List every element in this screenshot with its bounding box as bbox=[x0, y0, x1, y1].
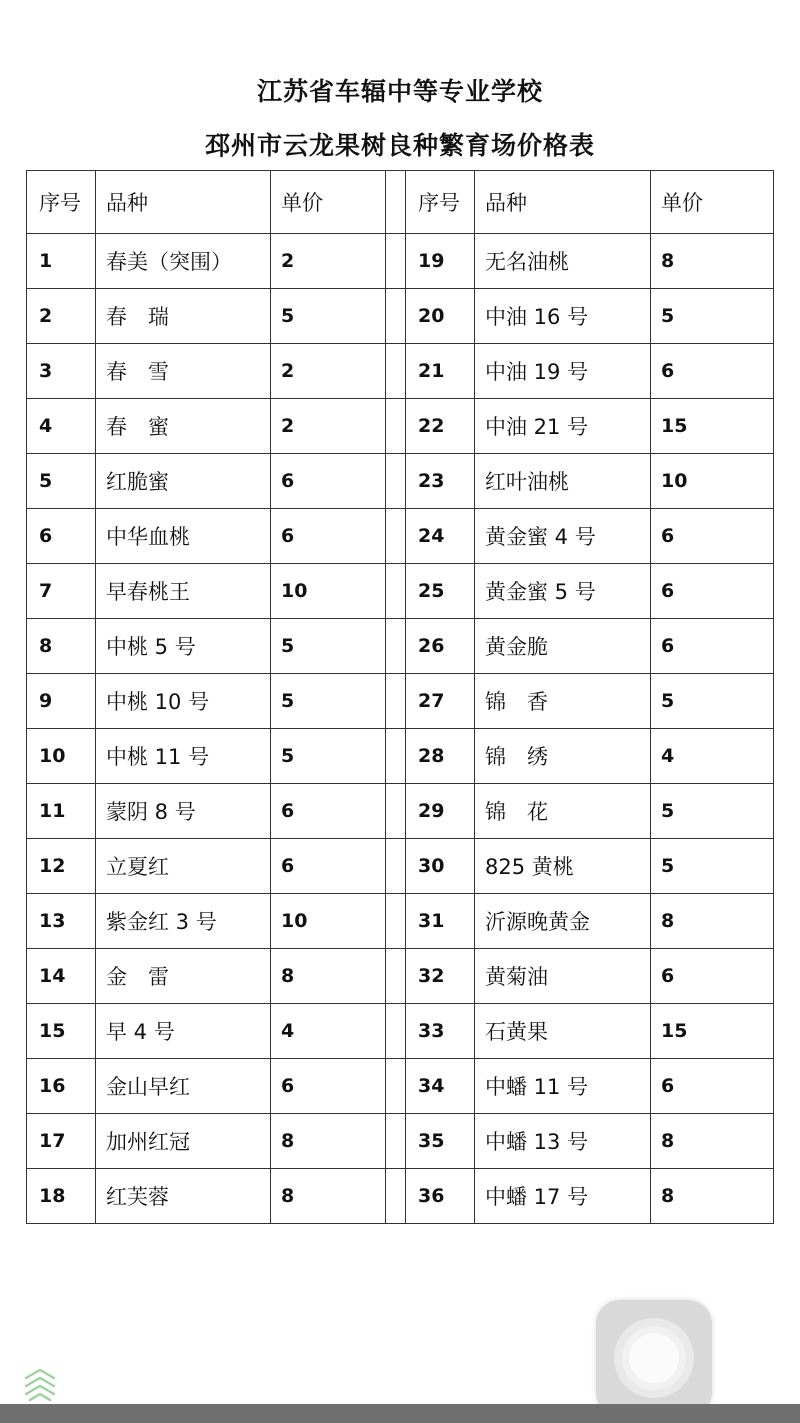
row-price-right: 6 bbox=[651, 949, 774, 1004]
row-variety-right: 无名油桃 bbox=[475, 234, 651, 289]
header-index-left: 序号 bbox=[27, 171, 96, 234]
row-variety-left: 中桃 5 号 bbox=[96, 619, 271, 674]
row-variety-right: 中蟠 11 号 bbox=[475, 1059, 651, 1114]
row-price-left: 4 bbox=[271, 1004, 386, 1059]
row-variety-left: 立夏红 bbox=[96, 839, 271, 894]
row-index-left: 11 bbox=[27, 784, 96, 839]
row-variety-left: 金 雷 bbox=[96, 949, 271, 1004]
row-price-right: 6 bbox=[651, 619, 774, 674]
row-variety-right: 825 黄桃 bbox=[475, 839, 651, 894]
header-price-right: 单价 bbox=[651, 171, 774, 234]
table-row bbox=[27, 674, 774, 729]
row-variety-right: 锦 花 bbox=[475, 784, 651, 839]
row-variety-left: 红脆蜜 bbox=[96, 454, 271, 509]
row-price-right: 4 bbox=[651, 729, 774, 784]
table-row bbox=[27, 839, 774, 894]
bottom-bar bbox=[0, 1404, 800, 1423]
row-price-left: 10 bbox=[271, 894, 386, 949]
table-row bbox=[27, 509, 774, 564]
row-variety-left: 中桃 10 号 bbox=[96, 674, 271, 729]
table-row bbox=[27, 344, 774, 399]
row-price-left: 5 bbox=[271, 729, 386, 784]
row-index-right: 35 bbox=[406, 1114, 475, 1169]
row-price-left: 6 bbox=[271, 454, 386, 509]
row-index-right: 22 bbox=[406, 399, 475, 454]
row-price-right: 10 bbox=[651, 454, 774, 509]
row-price-left: 8 bbox=[271, 949, 386, 1004]
row-variety-right: 黄金蜜 4 号 bbox=[475, 509, 651, 564]
row-variety-right: 中蟠 13 号 bbox=[475, 1114, 651, 1169]
row-variety-left: 红芙蓉 bbox=[96, 1169, 271, 1224]
table-row bbox=[27, 399, 774, 454]
row-price-left: 6 bbox=[271, 839, 386, 894]
row-price-right: 6 bbox=[651, 509, 774, 564]
row-index-right: 19 bbox=[406, 234, 475, 289]
row-variety-left: 春 瑞 bbox=[96, 289, 271, 344]
row-variety-left: 春 蜜 bbox=[96, 399, 271, 454]
row-variety-right: 锦 香 bbox=[475, 674, 651, 729]
row-index-right: 25 bbox=[406, 564, 475, 619]
row-index-left: 9 bbox=[27, 674, 96, 729]
assistive-touch-ring-inner bbox=[629, 1333, 679, 1383]
column-gap bbox=[386, 344, 406, 399]
header-price-left: 单价 bbox=[271, 171, 386, 234]
row-index-left: 14 bbox=[27, 949, 96, 1004]
row-price-left: 5 bbox=[271, 289, 386, 344]
row-index-right: 26 bbox=[406, 619, 475, 674]
row-index-left: 16 bbox=[27, 1059, 96, 1114]
column-gap bbox=[386, 894, 406, 949]
column-gap bbox=[386, 674, 406, 729]
table-row bbox=[27, 784, 774, 839]
row-index-left: 1 bbox=[27, 234, 96, 289]
column-gap bbox=[386, 1114, 406, 1169]
column-gap bbox=[386, 784, 406, 839]
column-gap bbox=[386, 509, 406, 564]
row-index-left: 7 bbox=[27, 564, 96, 619]
row-index-right: 32 bbox=[406, 949, 475, 1004]
row-price-right: 8 bbox=[651, 1169, 774, 1224]
column-gap bbox=[386, 949, 406, 1004]
row-variety-right: 石黄果 bbox=[475, 1004, 651, 1059]
row-index-right: 34 bbox=[406, 1059, 475, 1114]
row-variety-right: 黄金蜜 5 号 bbox=[475, 564, 651, 619]
row-index-left: 12 bbox=[27, 839, 96, 894]
column-gap bbox=[386, 454, 406, 509]
row-price-right: 6 bbox=[651, 344, 774, 399]
row-index-left: 10 bbox=[27, 729, 96, 784]
row-index-right: 21 bbox=[406, 344, 475, 399]
column-gap bbox=[386, 619, 406, 674]
row-index-left: 13 bbox=[27, 894, 96, 949]
row-price-left: 10 bbox=[271, 564, 386, 619]
table-row bbox=[27, 564, 774, 619]
row-variety-left: 早春桃王 bbox=[96, 564, 271, 619]
row-index-right: 31 bbox=[406, 894, 475, 949]
watermark-logo-icon bbox=[20, 1366, 60, 1406]
row-price-right: 8 bbox=[651, 1114, 774, 1169]
row-price-right: 5 bbox=[651, 839, 774, 894]
row-price-right: 6 bbox=[651, 564, 774, 619]
row-index-right: 20 bbox=[406, 289, 475, 344]
row-price-left: 6 bbox=[271, 784, 386, 839]
row-price-right: 15 bbox=[651, 1004, 774, 1059]
table-row bbox=[27, 1114, 774, 1169]
row-price-left: 6 bbox=[271, 509, 386, 564]
table-row bbox=[27, 949, 774, 1004]
header-index-right: 序号 bbox=[406, 171, 475, 234]
header-variety-left: 品种 bbox=[96, 171, 271, 234]
row-price-right: 6 bbox=[651, 1059, 774, 1114]
row-variety-right: 锦 绣 bbox=[475, 729, 651, 784]
row-index-right: 33 bbox=[406, 1004, 475, 1059]
row-variety-right: 红叶油桃 bbox=[475, 454, 651, 509]
row-variety-left: 春美（突围） bbox=[96, 234, 271, 289]
column-gap bbox=[386, 1004, 406, 1059]
row-price-right: 8 bbox=[651, 234, 774, 289]
table-row bbox=[27, 289, 774, 344]
row-price-right: 5 bbox=[651, 784, 774, 839]
row-price-left: 2 bbox=[271, 399, 386, 454]
row-index-right: 36 bbox=[406, 1169, 475, 1224]
assistive-touch-icon[interactable] bbox=[596, 1300, 712, 1416]
row-variety-right: 中油 19 号 bbox=[475, 344, 651, 399]
row-price-left: 5 bbox=[271, 674, 386, 729]
row-variety-right: 黄金脆 bbox=[475, 619, 651, 674]
row-index-left: 15 bbox=[27, 1004, 96, 1059]
row-index-left: 8 bbox=[27, 619, 96, 674]
row-index-right: 30 bbox=[406, 839, 475, 894]
column-gap bbox=[386, 839, 406, 894]
row-price-right: 8 bbox=[651, 894, 774, 949]
row-index-left: 18 bbox=[27, 1169, 96, 1224]
column-gap bbox=[386, 289, 406, 344]
header-variety-right: 品种 bbox=[475, 171, 651, 234]
row-variety-left: 蒙阴 8 号 bbox=[96, 784, 271, 839]
row-variety-left: 紫金红 3 号 bbox=[96, 894, 271, 949]
row-variety-left: 加州红冠 bbox=[96, 1114, 271, 1169]
table-row bbox=[27, 729, 774, 784]
row-index-left: 2 bbox=[27, 289, 96, 344]
row-variety-left: 早 4 号 bbox=[96, 1004, 271, 1059]
row-variety-left: 春 雪 bbox=[96, 344, 271, 399]
row-index-right: 29 bbox=[406, 784, 475, 839]
row-variety-right: 黄菊油 bbox=[475, 949, 651, 1004]
row-variety-right: 中油 16 号 bbox=[475, 289, 651, 344]
table-row bbox=[27, 234, 774, 289]
row-price-left: 5 bbox=[271, 619, 386, 674]
column-gap bbox=[386, 564, 406, 619]
column-gap bbox=[386, 1059, 406, 1114]
row-variety-right: 中蟠 17 号 bbox=[475, 1169, 651, 1224]
row-index-right: 27 bbox=[406, 674, 475, 729]
row-price-left: 2 bbox=[271, 344, 386, 399]
row-index-right: 23 bbox=[406, 454, 475, 509]
row-price-left: 2 bbox=[271, 234, 386, 289]
row-variety-right: 沂源晚黄金 bbox=[475, 894, 651, 949]
table-row bbox=[27, 1004, 774, 1059]
column-gap bbox=[386, 171, 406, 234]
row-price-left: 8 bbox=[271, 1169, 386, 1224]
column-gap bbox=[386, 729, 406, 784]
row-variety-left: 中桃 11 号 bbox=[96, 729, 271, 784]
column-gap bbox=[386, 1169, 406, 1224]
row-price-right: 5 bbox=[651, 674, 774, 729]
table-header-row bbox=[27, 171, 774, 234]
table-row bbox=[27, 1059, 774, 1114]
row-variety-left: 金山早红 bbox=[96, 1059, 271, 1114]
row-index-left: 3 bbox=[27, 344, 96, 399]
row-index-left: 4 bbox=[27, 399, 96, 454]
price-table bbox=[26, 170, 774, 1224]
row-price-left: 8 bbox=[271, 1114, 386, 1169]
price-table-title: 邳州市云龙果树良种繁育场价格表 bbox=[204, 131, 595, 160]
row-index-right: 28 bbox=[406, 729, 475, 784]
table-row bbox=[27, 619, 774, 674]
row-price-right: 5 bbox=[651, 289, 774, 344]
row-variety-left: 中华血桃 bbox=[96, 509, 271, 564]
row-index-left: 6 bbox=[27, 509, 96, 564]
school-title: 江苏省车辐中等专业学校 bbox=[256, 77, 543, 106]
row-index-left: 17 bbox=[27, 1114, 96, 1169]
table-row bbox=[27, 894, 774, 949]
row-price-left: 6 bbox=[271, 1059, 386, 1114]
row-index-left: 5 bbox=[27, 454, 96, 509]
column-gap bbox=[386, 399, 406, 454]
row-price-right: 15 bbox=[651, 399, 774, 454]
row-index-right: 24 bbox=[406, 509, 475, 564]
row-variety-right: 中油 21 号 bbox=[475, 399, 651, 454]
table-row bbox=[27, 1169, 774, 1224]
column-gap bbox=[386, 234, 406, 289]
table-row bbox=[27, 454, 774, 509]
